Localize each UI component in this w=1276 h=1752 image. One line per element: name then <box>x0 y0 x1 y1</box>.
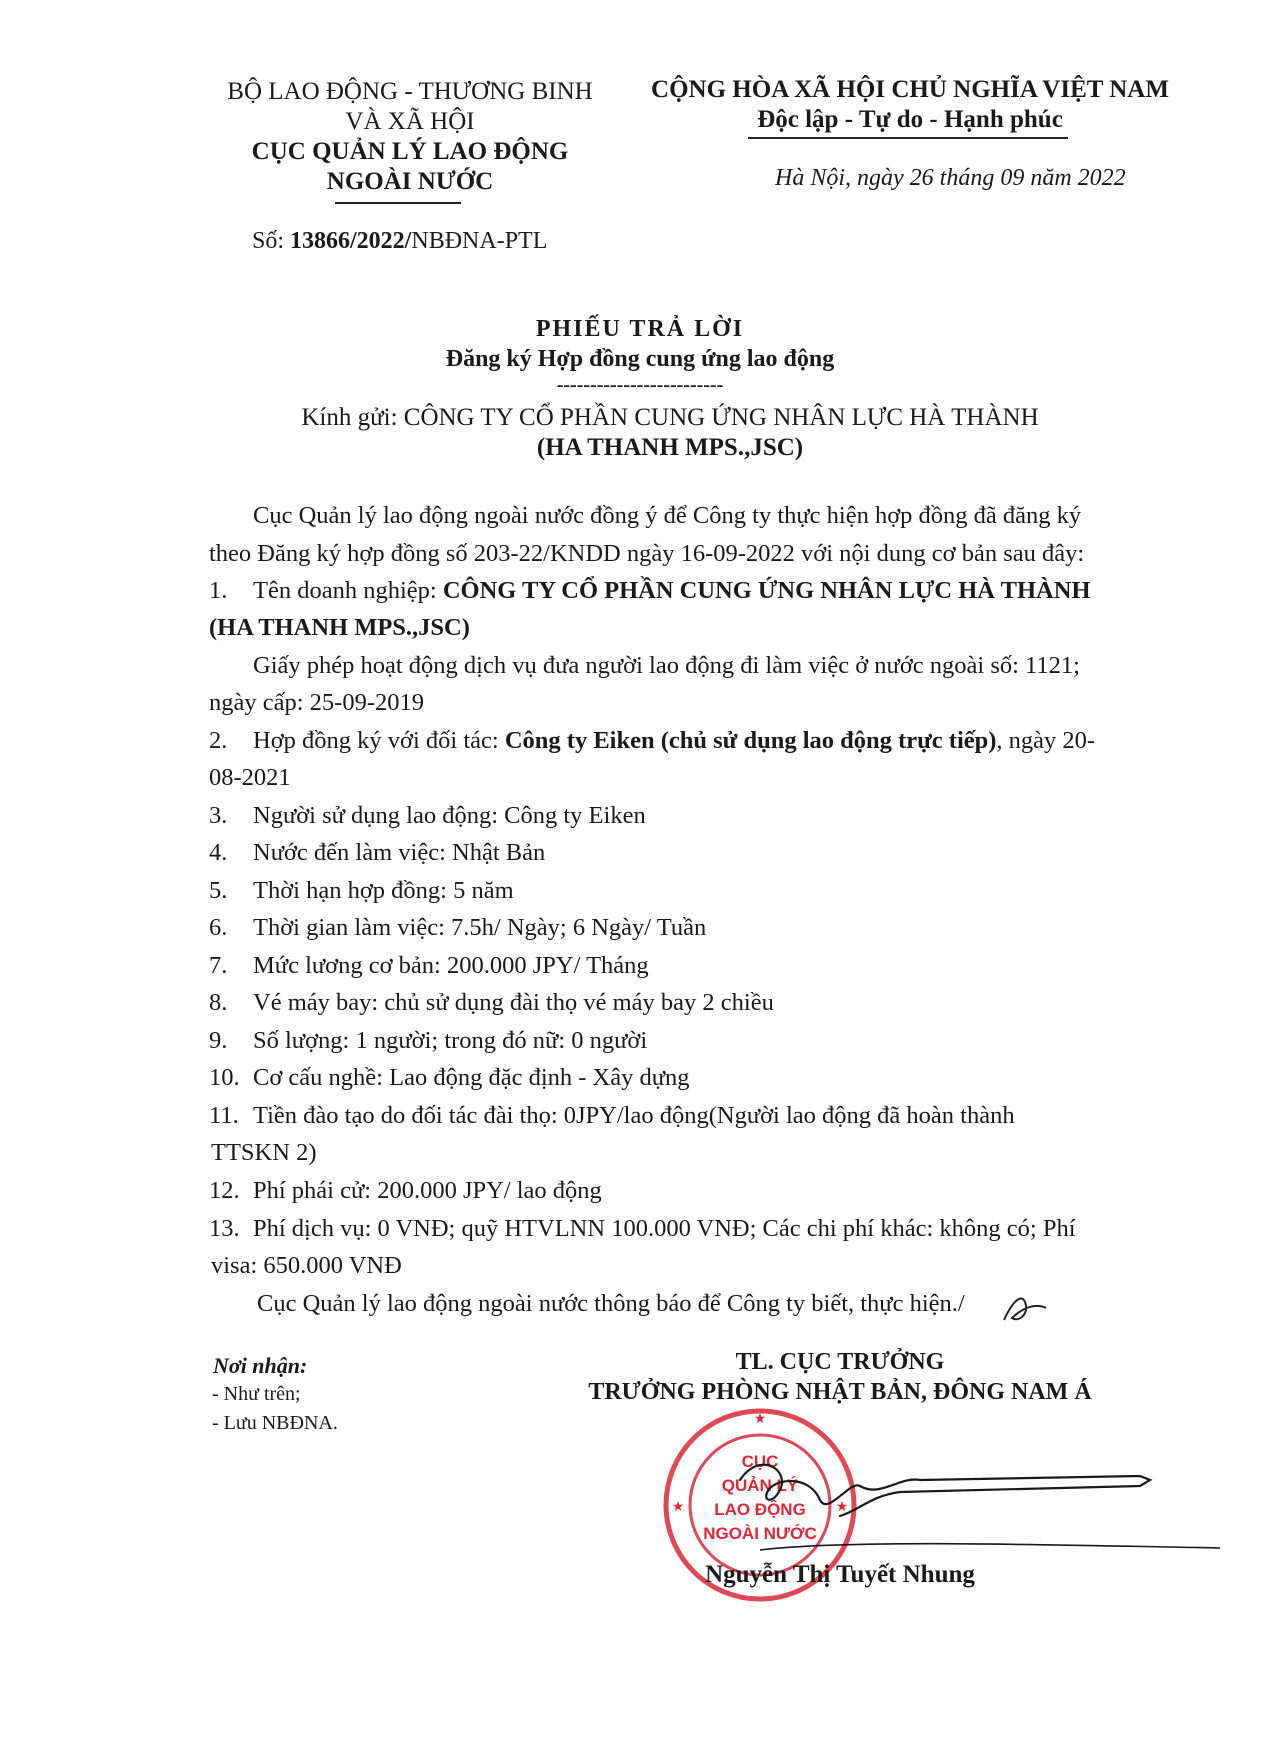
item-number: 5. <box>209 877 228 904</box>
motto-underline <box>748 137 1068 139</box>
title-divider: ------------------------- <box>556 374 724 396</box>
item-number: 9. <box>209 1027 228 1054</box>
svg-text:★: ★ <box>671 1498 685 1514</box>
item-suffix: , ngày 20- <box>996 727 1096 754</box>
license-line-1: Giấy phép hoạt động dịch vụ đưa người lao động đi làm việc ở nước ngoài số: 1121; <box>253 652 1080 679</box>
doc-number-label: Số: <box>252 228 291 254</box>
item-number: 7. <box>209 952 228 979</box>
item-text: Vé máy bay: chủ sử dụng đài thọ vé máy bay 2 chiều <box>253 989 774 1016</box>
intro-line-1: Cục Quản lý lao động ngoài nước đồng ý để Công ty thực hiện hợp đồng đã đăng ký <box>253 502 1082 529</box>
company-name: CÔNG TY CỔ PHẦN CUNG ỨNG NHÂN LỰC HÀ THÀNH <box>442 577 1091 604</box>
item-text: Phí dịch vụ: 0 VNĐ; quỹ HTVLNN 100.000 VNĐ; Các chi phí khác: không có; Phí <box>253 1215 1076 1242</box>
list-item <box>209 1210 1149 1248</box>
item-number: 2. <box>209 727 228 754</box>
item-label: Hợp đồng ký với đối tác: <box>253 727 505 754</box>
ministry-name <box>180 77 640 197</box>
stamp-line: CỤC <box>741 1452 779 1471</box>
item-11-line-2: TTSKN 2) <box>211 1139 317 1166</box>
svg-text:★: ★ <box>753 1410 767 1426</box>
item-number: 3. <box>209 802 228 829</box>
item-13-line-2: visa: 650.000 VNĐ <box>211 1252 402 1279</box>
partner-name: Công ty Eiken (chủ sử dụng lao động trực tiếp) <box>504 727 997 754</box>
initial-mark-icon <box>1000 1288 1050 1328</box>
list-item <box>209 572 1149 610</box>
item-text: Tiền đào tạo do đối tác đài thọ: 0JPY/lao động(Người lao động đã hoàn thành <box>253 1102 1015 1129</box>
recipients-label: Nơi nhận: <box>213 1353 308 1378</box>
intro-line-2: theo Đăng ký hợp đồng số 203-22/KNDD ngày 16-09-2022 với nội dung cơ bản sau đây: <box>209 540 1085 567</box>
item-label: Tên doanh nghiệp: <box>253 577 443 604</box>
list-item <box>209 1172 1149 1210</box>
list-item <box>209 1022 1149 1060</box>
item-text: Nước đến làm việc: Nhật Bản <box>253 839 546 866</box>
header-left-underline <box>335 202 461 204</box>
stamp-line: LAO ĐỘNG <box>714 1500 806 1519</box>
company-name-line-2: (HA THANH MPS.,JSC) <box>209 614 470 641</box>
item-number: 13. <box>209 1215 240 1242</box>
signature-title-2: TRƯỞNG PHÒNG NHẬT BẢN, ĐÔNG NAM Á <box>588 1379 1092 1405</box>
agency-line-2: NGOÀI NƯỚC <box>326 168 494 195</box>
list-item <box>209 984 1149 1022</box>
item-number: 1. <box>209 577 228 604</box>
item-number: 6. <box>209 914 228 941</box>
document-subtitle: Đăng ký Hợp đồng cung ứng lao động <box>445 346 835 372</box>
doc-number-value: 13866/2022/ <box>290 228 412 254</box>
item-number: 4. <box>209 839 228 866</box>
item-text: Thời gian làm việc: 7.5h/ Ngày; 6 Ngày/ Tuần <box>253 914 707 941</box>
document-number <box>252 226 652 256</box>
item-number: 8. <box>209 989 228 1016</box>
country-name: CỘNG HÒA XÃ HỘI CHỦ NGHĨA VIỆT NAM <box>651 76 1169 103</box>
item-text: Phí phái cử: 200.000 JPY/ lao động <box>253 1177 602 1204</box>
doc-number-suffix: NBĐNA-PTL <box>411 228 548 254</box>
item-2-line-2: 08-2021 <box>209 764 291 791</box>
recipient-item: - Lưu NBĐNA. <box>212 1412 338 1434</box>
list-item <box>209 797 1149 835</box>
svg-text:★: ★ <box>835 1498 849 1514</box>
ministry-line-2: VÀ XÃ HỘI <box>345 108 475 135</box>
item-number: 11. <box>209 1102 239 1129</box>
item-number: 10. <box>209 1064 240 1091</box>
list-item <box>209 722 1149 760</box>
list-item <box>209 947 1149 985</box>
agency-line-1: CỤC QUẢN LÝ LAO ĐỘNG <box>251 138 569 165</box>
motto: Độc lập - Tự do - Hạnh phúc <box>757 106 1063 133</box>
recipient-item: - Như trên; <box>212 1383 301 1405</box>
list-item <box>209 1059 1149 1097</box>
signer-name: Nguyễn Thị Tuyết Nhung <box>705 1561 975 1588</box>
recipient-line-1: Kính gửi: CÔNG TY CỔ PHẦN CUNG ỨNG NHÂN LỰC HÀ THÀNH <box>301 404 1039 431</box>
recipient-line-2: (HA THANH MPS.,JSC) <box>536 434 804 461</box>
item-text: Cơ cấu nghề: Lao động đặc định - Xây dựng <box>253 1064 690 1091</box>
closing-statement: Cục Quản lý lao động ngoài nước thông báo để Công ty biết, thực hiện./ <box>257 1290 965 1317</box>
list-item <box>209 872 1149 910</box>
item-text: Số lượng: 1 người; trong đó nữ: 0 người <box>253 1027 648 1054</box>
document-title: PHIẾU TRẢ LỜI <box>535 316 745 342</box>
handwritten-signature-icon <box>720 1440 1240 1580</box>
item-number: 12. <box>209 1177 240 1204</box>
list-item <box>209 1097 1149 1135</box>
item-text: Mức lương cơ bản: 200.000 JPY/ Tháng <box>253 952 649 979</box>
signature-title-1: TL. CỤC TRƯỞNG <box>735 1349 945 1375</box>
list-item <box>209 909 1149 947</box>
license-line-2: ngày cấp: 25-09-2019 <box>209 689 424 716</box>
stamp-line: QUẢN LÝ <box>721 1476 799 1495</box>
list-item <box>209 834 1149 872</box>
place-date: Hà Nội, ngày 26 tháng 09 năm 2022 <box>775 165 1126 191</box>
item-text: Người sử dụng lao động: Công ty Eiken <box>253 802 646 829</box>
stamp-line: NGOÀI NƯỚC <box>703 1524 817 1543</box>
ministry-line-1: BỘ LAO ĐỘNG - THƯƠNG BINH <box>227 78 593 105</box>
item-text: Thời hạn hợp đồng: 5 năm <box>253 877 514 904</box>
